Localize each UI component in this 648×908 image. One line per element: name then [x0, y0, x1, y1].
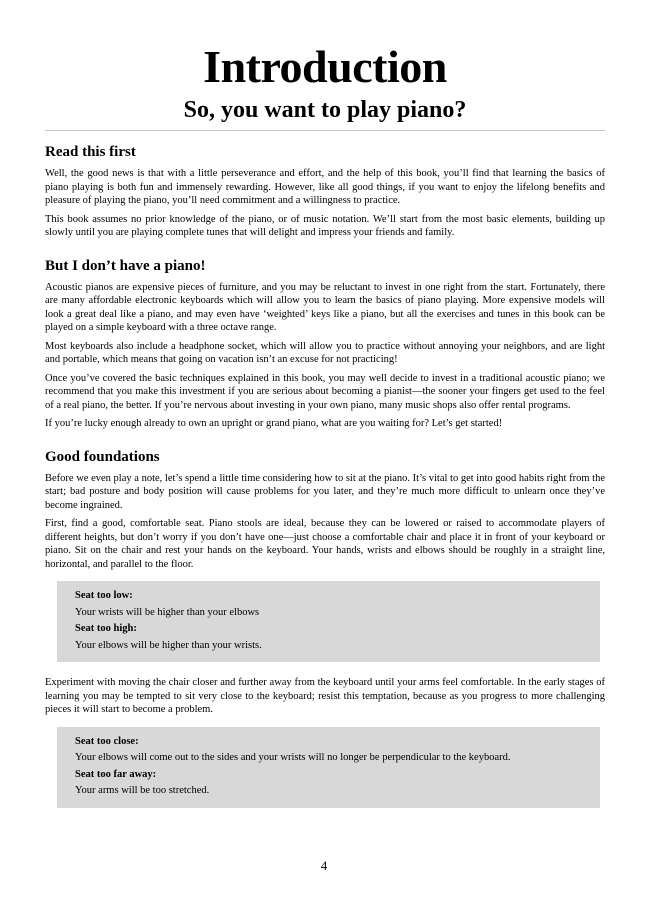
paragraph: If you’re lucky enough already to own an upright or grand piano, what are you waiting for? Let’s get started! [45, 418, 503, 429]
page-number: 4 [320, 858, 328, 873]
callout-text-seat-too-close: Your elbows will come out to the sides and your wrists will no longer be perpendicular to the keyboard. [75, 752, 511, 763]
paragraph: Experiment with moving the chair closer and further away from the keyboard until your arms feel comfortable. In the early stages of learning you may be tempted to sit very close to the keyboard; resist this temptation, because as you progress to more challenging pieces it will start to become a problem. [45, 677, 605, 715]
section-heading-read-this-first: Read this first [45, 144, 136, 160]
callout-label-seat-too-far-away: Seat too far away: [75, 768, 157, 780]
callout-seat-distance [57, 727, 600, 808]
paragraph: This book assumes no prior knowledge of the piano, or of music notation. We’ll start from the most basic elements, building up slowly until you are playing complete tunes that will delight and impress your friends and family. [45, 213, 605, 238]
paragraph: Acoustic pianos are expensive pieces of furniture, and you may be reluctant to invest in one right from the start. Fortunately, there are many affordable electronic keyboards which will allow you to learn the basics of piano playing. More expensive models will look a great deal like a piano, and may even have ‘weighted’ keys like a piano, but all the exercises and tunes in this book can be played on a simple keyboard with a three octave range. [45, 281, 605, 333]
callout-seat-height [57, 581, 600, 662]
section-heading-good-foundations: Good foundations [45, 448, 160, 465]
callout-label-seat-too-close: Seat too close: [75, 735, 139, 747]
paragraph: Well, the good news is that with a little perseverance and effort, and the help of this book, you’ll find that learning the basics of piano playing is both fun and immensely rewarding. However, like all good things, if you want to enjoy the lifelong benefits and pleasure of playing the piano, you’ll need commitment and a willingness to practice. [45, 168, 605, 206]
callout-label-seat-too-high: Seat too high: [75, 623, 137, 634]
paragraph: Once you’ve covered the basic techniques explained in this book, you may well decide to invest in a traditional acoustic piano; we recommend that you make this investment if you are serious about becoming a pianist—the sooner your fingers get used to the feel of a real piano, the better. If you’re nervous about investing in your own piano, many music shops also offer rental programs. [45, 372, 605, 411]
paragraph: First, find a good, comfortable seat. Piano stools are ideal, because they can be lowered or raised to accommodate players of different heights, but don’t worry if you don’t have one—just choose a comfortable chair and place it in front of your keyboard or piano. Sit on the chair and rest your hands on the keyboard. Your hands, wrists and elbows should be roughly in a straight line, horizontal, and parallel to the floor. [45, 518, 605, 570]
callout-label-seat-too-low: Seat too low: [75, 590, 133, 601]
paragraph: Most keyboards also include a headphone socket, which will allow you to practice without annoying your neighbors, and are light and portable, which means that going on vacation isn’t an excuse for not practicing! [45, 340, 605, 365]
book-page [0, 41, 648, 808]
section-heading-no-piano: But I don’t have a piano! [45, 257, 206, 274]
paragraph: Before we even play a note, let’s spend a little time considering how to sit at the piano. It’s vital to get into good habits right from the start; bad posture and body position will cause problems for you later, and they’re much more difficult to unlearn once they’ve become ingrained. [45, 472, 605, 511]
title-divider [45, 130, 605, 131]
callout-text-seat-too-far-away: Your arms will be too stretched. [75, 785, 210, 796]
page-title: Introduction [203, 41, 447, 92]
page-subtitle: So, you want to play piano? [183, 97, 467, 123]
callout-text-seat-too-low: Your wrists will be higher than your elbows [75, 606, 260, 618]
callout-text-seat-too-high: Your elbows will be higher than your wrists. [75, 639, 262, 651]
